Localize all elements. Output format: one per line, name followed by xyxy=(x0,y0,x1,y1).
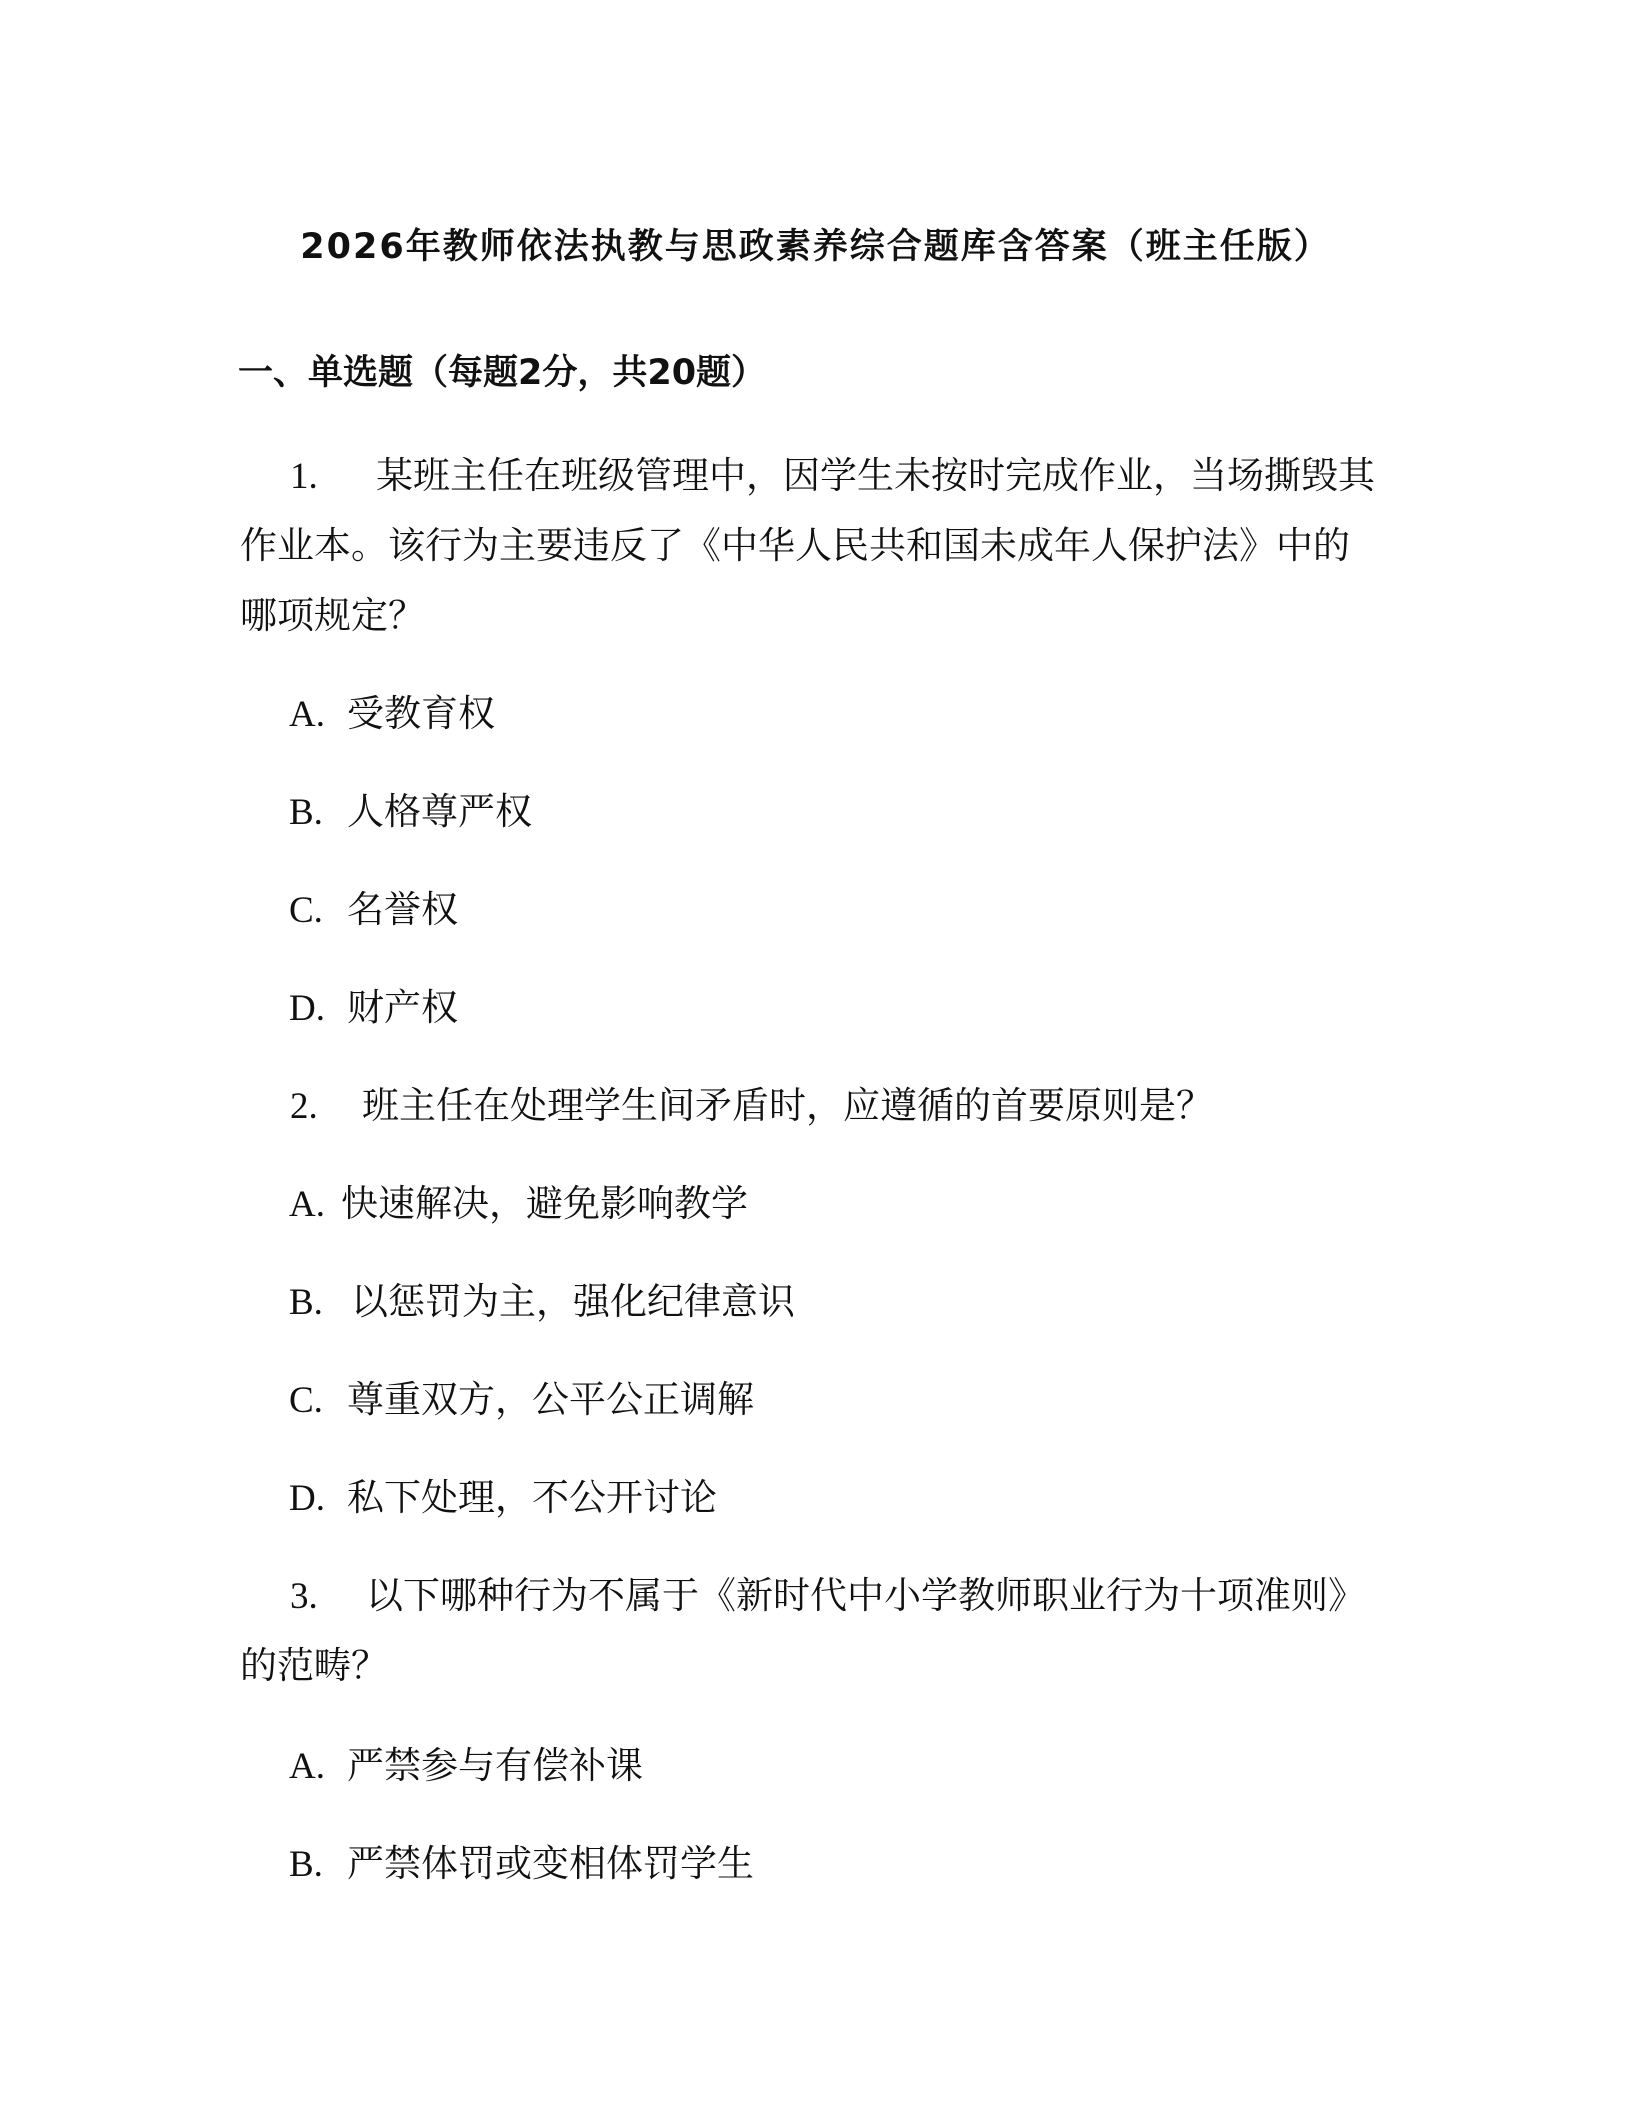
option-letter: D. xyxy=(289,988,325,1029)
question-number: 1. xyxy=(290,456,318,497)
option-text: 以惩罚为主，强化纪律意识 xyxy=(351,1282,795,1323)
option-1d xyxy=(289,974,1434,1044)
option-letter: A. xyxy=(289,694,325,735)
option-2b xyxy=(289,1268,1434,1338)
option-letter: A. xyxy=(289,1746,325,1787)
option-text: 财产权 xyxy=(347,988,458,1029)
option-text: 受教育权 xyxy=(347,694,495,735)
question-2 xyxy=(240,1072,1385,1142)
question-number: 2. xyxy=(290,1086,318,1127)
option-2d xyxy=(289,1464,1434,1534)
option-text: 私下处理，不公开讨论 xyxy=(347,1478,717,1519)
option-letter: D. xyxy=(289,1478,325,1519)
option-text: 名誉权 xyxy=(347,890,458,931)
option-2c xyxy=(289,1366,1434,1436)
option-text: 尊重双方，公平公正调解 xyxy=(347,1380,754,1421)
option-letter: B. xyxy=(289,1844,323,1885)
option-1c xyxy=(289,876,1434,946)
option-1a xyxy=(289,680,1434,750)
option-letter: B. xyxy=(289,1282,323,1323)
question-3 xyxy=(240,1562,1385,1702)
question-text: 以下哪种行为不属于《新时代中小学教师职业行为十项准则》的范畴？ xyxy=(240,1576,1365,1687)
question-1 xyxy=(240,442,1385,652)
option-letter: A. xyxy=(289,1184,325,1225)
question-number: 3. xyxy=(290,1576,318,1617)
option-text: 人格尊严权 xyxy=(347,792,532,833)
option-2a xyxy=(289,1170,1434,1240)
option-letter: C. xyxy=(289,1380,323,1421)
section-heading: 一、单选题（每题2分，共20题） xyxy=(238,353,767,393)
question-text: 班主任在处理学生间矛盾时，应遵循的首要原则是？ xyxy=(362,1086,1213,1127)
option-3a xyxy=(289,1732,1434,1802)
document-title: 2026年教师依法执教与思政素养综合题库含答案（班主任版） xyxy=(300,227,1331,267)
option-letter: B. xyxy=(289,792,323,833)
option-3b xyxy=(289,1830,1434,1900)
option-text: 严禁参与有偿补课 xyxy=(347,1746,643,1787)
option-text: 快速解决，避免影响教学 xyxy=(341,1184,748,1225)
option-1b xyxy=(289,778,1434,848)
option-letter: C. xyxy=(289,890,323,931)
option-text: 严禁体罚或变相体罚学生 xyxy=(347,1844,754,1885)
question-text: 某班主任在班级管理中，因学生未按时完成作业，当场撕毁其作业本。该行为主要违反了《中华人民共和国未成年人保护法》中的哪项规定？ xyxy=(240,456,1375,637)
